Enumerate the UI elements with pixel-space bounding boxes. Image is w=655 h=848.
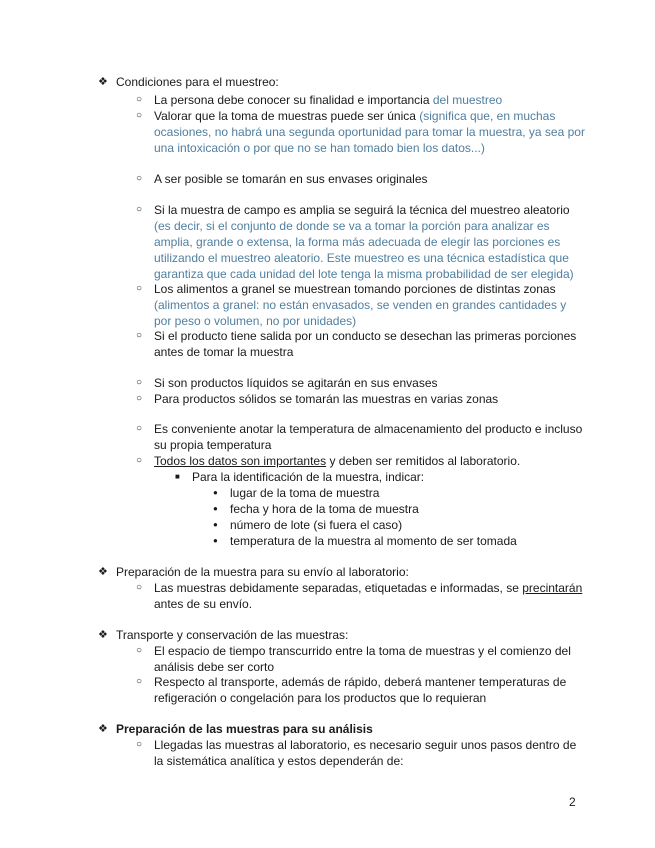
list-item-line: ocasiones, no habrá una segunda oportunidad para tomar la muestra, ya sea por	[154, 125, 585, 139]
list-item-unique-sample: Valorar que la toma de muestras puede ser única (significa que, en muchas	[154, 109, 556, 123]
diamond-bullet-icon: ❖	[98, 566, 108, 578]
list-item-bulk-food: Los alimentos a granel se muestrean tomando porciones de distintas zonas	[154, 282, 556, 296]
circle-bullet-icon: ○	[136, 377, 143, 388]
square-bullet-icon: ■	[175, 472, 180, 481]
circle-bullet-icon: ○	[136, 582, 143, 593]
list-item-line: refigeración o congelación para los productos que lo requieran	[154, 691, 487, 705]
dot-bullet-icon: ●	[213, 488, 218, 497]
list-item-liquids: Si son productos líquidos se agitarán en sus envases	[154, 376, 438, 390]
circle-bullet-icon: ○	[136, 423, 143, 434]
list-item-sealed: Las muestras debidamente separadas, etiquetadas e informadas, se precintarán	[154, 581, 583, 595]
list-item-line: su propia temperatura	[154, 438, 272, 452]
circle-bullet-icon: ○	[136, 393, 143, 404]
dot-bullet-icon: ●	[213, 520, 218, 529]
list-item-conduit: Si el producto tiene salida por un conducto se desechan las primeras porciones	[154, 329, 577, 343]
list-item-time: El espacio de tiempo transcurrido entre la toma de muestras y el comienzo del	[154, 644, 571, 658]
section-heading-shipping-prep: Preparación de la muestra para su envío al laboratorio:	[116, 565, 409, 579]
list-item-transport: Respecto al transporte, además de rápido, deberá mantener temperaturas de	[154, 675, 567, 689]
diamond-bullet-icon: ❖	[98, 76, 108, 88]
section-heading-analysis-prep: Preparación de las muestras para su análisis	[116, 722, 373, 736]
list-item-purpose: La persona debe conocer su finalidad e importancia del muestreo	[154, 93, 503, 107]
list-item-line: una intoxicación o por que no se han tomado bien los datos...)	[154, 141, 485, 155]
list-item-temperature: Es conveniente anotar la temperatura de almacenamiento del producto e incluso	[154, 422, 583, 436]
list-item-line: antes de tomar la muestra	[154, 345, 294, 359]
circle-bullet-icon: ○	[136, 676, 143, 687]
list-item-line: utilizando el muestreo aleatorio. Este muestreo es una técnica estadística que	[154, 251, 569, 265]
list-item-arrival: Llegadas las muestras al laboratorio, es necesario seguir unos pasos dentro de	[154, 738, 577, 752]
circle-bullet-icon: ○	[136, 110, 143, 121]
list-item-line: garantiza que cada unidad del lote tenga la misma probabilidad de ser elegida)	[154, 267, 574, 281]
dot-bullet-icon: ●	[213, 504, 218, 513]
identification-item: número de lote (si fuera el caso)	[230, 518, 403, 532]
sub-item-identification: Para la identificación de la muestra, indicar:	[192, 470, 425, 484]
circle-bullet-icon: ○	[136, 173, 143, 184]
list-item-line: (es decir, si el conjunto de donde se va a tomar la porción para analizar es	[154, 219, 550, 233]
list-item-line: amplia, grande o extensa, la forma más adecuada de elegir las porciones es	[154, 235, 561, 249]
circle-bullet-icon: ○	[136, 739, 143, 750]
diamond-bullet-icon: ❖	[98, 629, 108, 641]
list-item-original-packaging: A ser posible se tomarán en sus envases originales	[154, 172, 428, 186]
identification-item: temperatura de la muestra al momento de ser tomada	[230, 534, 517, 548]
list-item-line: por peso o volumen, no por unidades)	[154, 314, 357, 328]
list-item-line: antes de su envío.	[154, 597, 253, 611]
identification-item: lugar de la toma de muestra	[230, 486, 380, 500]
list-item-line: (alimentos a granel: no están envasados, se venden en grandes cantidades y	[154, 298, 567, 312]
list-item-all-data: Todos los datos son importantes y deben ser remitidos al laboratorio.	[154, 454, 521, 468]
circle-bullet-icon: ○	[136, 94, 143, 105]
list-item-line: la sistemática analítica y estos dependerán de:	[154, 754, 404, 768]
page-number: 2	[569, 795, 576, 809]
list-item-solids: Para productos sólidos se tomarán las muestras en varias zonas	[154, 392, 499, 406]
circle-bullet-icon: ○	[136, 645, 143, 656]
list-item-random-sampling: Si la muestra de campo es amplia se seguirá la técnica del muestreo aleatorio	[154, 203, 570, 217]
identification-item: fecha y hora de la toma de muestra	[230, 502, 419, 516]
section-heading-conditions: Condiciones para el muestreo:	[116, 75, 279, 89]
circle-bullet-icon: ○	[136, 330, 143, 341]
circle-bullet-icon: ○	[136, 283, 143, 294]
circle-bullet-icon: ○	[136, 455, 143, 466]
dot-bullet-icon: ●	[213, 536, 218, 545]
circle-bullet-icon: ○	[136, 204, 143, 215]
section-heading-transport: Transporte y conservación de las muestras:	[116, 628, 349, 642]
diamond-bullet-icon: ❖	[98, 723, 108, 735]
list-item-line: análisis debe ser corto	[154, 660, 275, 674]
